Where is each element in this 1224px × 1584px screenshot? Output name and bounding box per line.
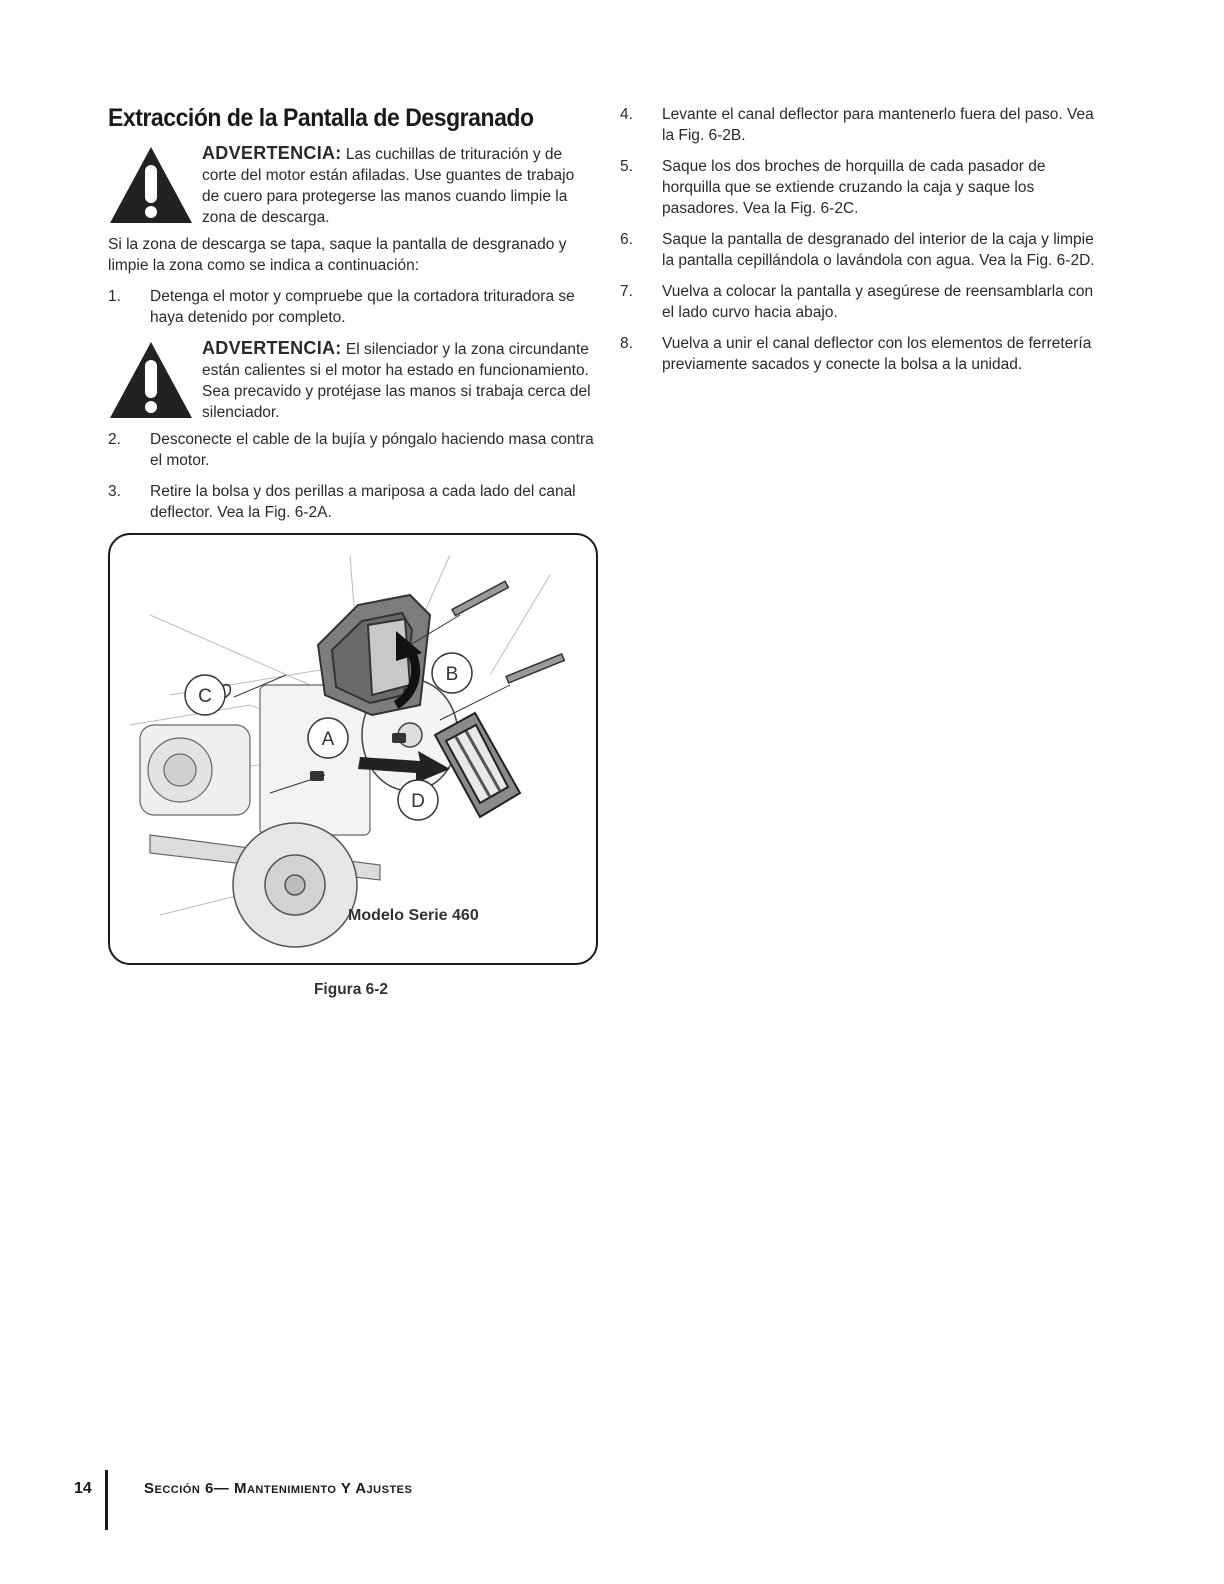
- step-number: 5.: [620, 158, 633, 175]
- warning-text: El silenciador y la zona circundante están calientes si el motor ha estado en funcionamiento. Sea precavido y protéjase las manos si trabaja cerca del silenciador.: [202, 341, 591, 421]
- step-number: 4.: [620, 106, 633, 123]
- step-item: [108, 429, 594, 471]
- page-number: 14: [74, 1480, 92, 1497]
- warning-text: Las cuchillas de trituración y de corte del motor están afiladas. Use guantes de trabajo de cuero para protegerse las manos cuando limpie la zona de descarga.: [202, 146, 575, 226]
- warning-lead: ADVERTENCIA:: [202, 143, 342, 163]
- step-text: Desconecte el cable de la bujía y póngalo haciendo masa contra el motor.: [150, 431, 594, 469]
- step-text: Detenga el motor y compruebe que la cortadora trituradora se haya detenido por completo.: [150, 288, 575, 326]
- page-title: Extracción de la Pantalla de Desgranado: [108, 104, 534, 132]
- step-item: [108, 481, 594, 523]
- model-label: Modelo Serie 460: [348, 907, 479, 924]
- step-text: Levante el canal deflector para mantenerlo fuera del paso. Vea la Fig. 6-2B.: [662, 106, 1094, 144]
- callout-label-d: D: [411, 791, 425, 812]
- right-column: [620, 104, 1106, 385]
- step-number: 8.: [620, 335, 633, 352]
- figure-caption: Figura 6-2: [313, 981, 389, 998]
- footer-divider: [105, 1470, 108, 1530]
- step-number: 7.: [620, 283, 633, 300]
- step-text: Vuelva a unir el canal deflector con los elementos de ferretería previamente sacados y conecte la bolsa a la unidad.: [662, 335, 1092, 373]
- warning-triangle-icon: [108, 145, 194, 225]
- step-item: [620, 104, 1106, 146]
- warning-block-1: [108, 143, 594, 228]
- step-item: [620, 156, 1106, 219]
- step-number: 1.: [108, 288, 121, 305]
- chipper-illustration: [110, 535, 596, 963]
- step-text: Saque los dos broches de horquilla de cada pasador de horquilla que se extiende cruzando la caja y saque los pasadores. Vea la Fig. 6-2C.: [662, 158, 1046, 217]
- warning-block-2: [108, 338, 594, 423]
- callout-label-a: A: [321, 729, 335, 750]
- warning-lead: ADVERTENCIA:: [202, 338, 342, 358]
- step-text: Saque la pantalla de desgranado del interior de la caja y limpie la pantalla cepillándola o lavándola con agua. Vea la Fig. 6-2D.: [662, 231, 1095, 269]
- step-number: 6.: [620, 231, 633, 248]
- step-item: [620, 281, 1106, 323]
- left-column: [108, 104, 594, 999]
- step-text: Retire la bolsa y dos perillas a mariposa a cada lado del canal deflector. Vea la Fig. 6-2A.: [150, 483, 576, 521]
- section-title: Sección 6— Mantenimiento Y Ajustes: [144, 1480, 413, 1497]
- callout-label-b: B: [445, 664, 459, 685]
- step-item: [620, 333, 1106, 375]
- intro-text: Si la zona de descarga se tapa, saque la pantalla de desgranado y limpie la zona como se indica a continuación:: [108, 236, 567, 274]
- step-item: [620, 229, 1106, 271]
- figure-6-2: [108, 533, 598, 965]
- step-number: 2.: [108, 431, 121, 448]
- warning-triangle-icon: [108, 340, 194, 420]
- callout-label-c: C: [198, 686, 212, 707]
- step-item: [108, 286, 594, 328]
- step-text: Vuelva a colocar la pantalla y asegúrese de reensamblarla con el lado curvo hacia abajo.: [662, 283, 1094, 321]
- step-number: 3.: [108, 483, 121, 500]
